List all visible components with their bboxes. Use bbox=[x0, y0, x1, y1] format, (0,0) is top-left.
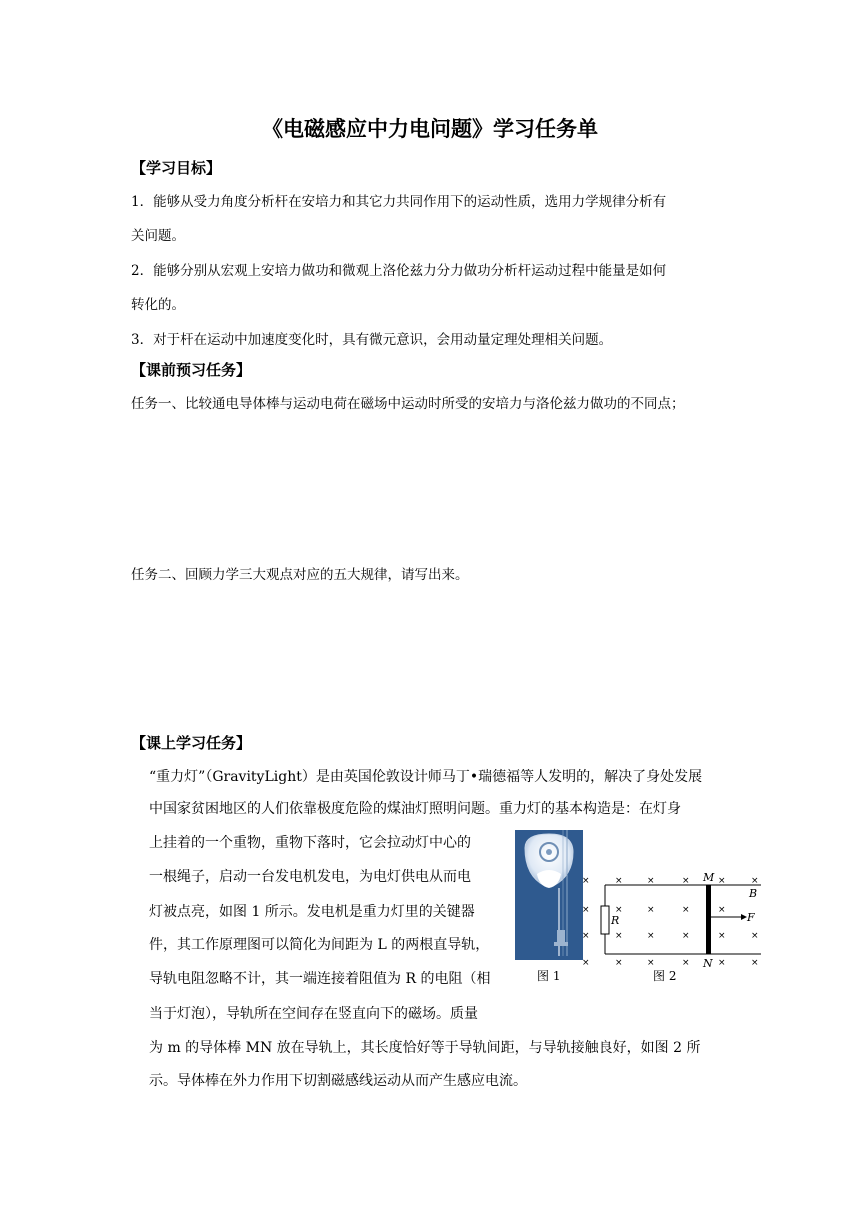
svg-text:×: × bbox=[718, 958, 726, 968]
svg-text:×: × bbox=[682, 958, 690, 968]
svg-text:×: × bbox=[582, 876, 590, 886]
goal-line-2: 关问题。 bbox=[131, 228, 185, 244]
label-b: B bbox=[749, 887, 758, 900]
goals-heading: 【学习目标】 bbox=[131, 159, 222, 177]
class-heading: 【课上学习任务】 bbox=[131, 734, 252, 752]
conductor-rod-mn bbox=[706, 885, 711, 954]
class-line-8: 当于灯泡），导轨所在空间存在竖直向下的磁场。质量 bbox=[149, 1006, 478, 1022]
svg-text:×: × bbox=[718, 905, 726, 915]
class-line-9: 为 m 的导体棒 MN 放在导轨上，其长度恰好等于导轨间距，与导轨接触良好，如图 2 所 bbox=[149, 1040, 701, 1056]
svg-text:×: × bbox=[647, 905, 655, 915]
goal-line-1: 1．能够从受力角度分析杆在安培力和其它力共同作用下的运动性质，选用力学规律分析有 bbox=[131, 194, 667, 210]
gravity-light-illustration bbox=[515, 830, 583, 960]
goal-line-4: 转化的。 bbox=[131, 297, 185, 313]
svg-text:×: × bbox=[582, 958, 590, 968]
class-line-3: 上挂着的一个重物，重物下落时，它会拉动灯中心的 bbox=[149, 835, 471, 851]
svg-text:×: × bbox=[718, 931, 726, 941]
label-f: F bbox=[747, 911, 755, 924]
svg-text:×: × bbox=[682, 876, 690, 886]
label-n: N bbox=[703, 957, 713, 970]
svg-text:×: × bbox=[615, 905, 623, 915]
class-line-7: 导轨电阻忽略不计，其一端连接着阻值为 R 的电阻（相 bbox=[149, 971, 491, 987]
class-line-2: 中国家贫困地区的人们依靠极度危险的煤油灯照明问题。重力灯的基本构造是：在灯身 bbox=[149, 801, 681, 817]
svg-text:×: × bbox=[647, 958, 655, 968]
svg-text:×: × bbox=[751, 931, 759, 941]
preview-task-1: 任务一、比较通电导体棒与运动电荷在磁场中运动时所受的安培力与洛伦兹力做功的不同点； bbox=[131, 396, 685, 412]
label-m: M bbox=[703, 871, 715, 884]
figure-2-circuit-diagram bbox=[575, 868, 765, 970]
svg-text:×: × bbox=[615, 876, 623, 886]
class-line-6: 件，其工作原理图可以简化为间距为 L 的两根直导轨， bbox=[149, 937, 490, 953]
class-line-1: “重力灯”（GravityLight）是由英国伦敦设计师马丁•瑞德福等人发明的，解决了身处发展 bbox=[149, 769, 703, 785]
svg-text:×: × bbox=[751, 958, 759, 968]
svg-text:×: × bbox=[582, 905, 590, 915]
class-line-5: 灯被点亮，如图 1 所示。发电机是重力灯里的关键器 bbox=[149, 904, 475, 920]
figure-2-caption: 图 2 bbox=[653, 969, 677, 983]
preview-heading: 【课前预习任务】 bbox=[131, 361, 252, 379]
label-r: R bbox=[611, 914, 620, 927]
figure-1-caption: 图 1 bbox=[537, 969, 561, 983]
page-title: 《电磁感应中力电问题》学习任务单 bbox=[262, 117, 598, 141]
svg-text:×: × bbox=[615, 931, 623, 941]
svg-text:×: × bbox=[682, 905, 690, 915]
svg-text:×: × bbox=[751, 876, 759, 886]
svg-text:×: × bbox=[615, 958, 623, 968]
resistor bbox=[601, 906, 609, 934]
svg-text:×: × bbox=[582, 931, 590, 941]
svg-text:×: × bbox=[647, 931, 655, 941]
figure-1-gravity-light bbox=[515, 830, 583, 960]
svg-text:×: × bbox=[682, 931, 690, 941]
preview-task-2: 任务二、回顾力学三大观点对应的五大规律，请写出来。 bbox=[131, 567, 469, 583]
goal-line-3: 2．能够分别从宏观上安培力做功和微观上洛伦兹力分力做功分析杆运动过程中能量是如何 bbox=[131, 263, 667, 279]
class-line-10: 示。导体棒在外力作用下切割磁感线运动从而产生感应电流。 bbox=[149, 1073, 527, 1089]
goal-line-5: 3．对于杆在运动中加速度变化时，具有微元意识，会用动量定理处理相关问题。 bbox=[131, 332, 613, 348]
svg-text:×: × bbox=[718, 876, 726, 886]
svg-text:×: × bbox=[647, 876, 655, 886]
class-line-4: 一根绳子，启动一台发电机发电，为电灯供电从而电 bbox=[149, 869, 471, 885]
